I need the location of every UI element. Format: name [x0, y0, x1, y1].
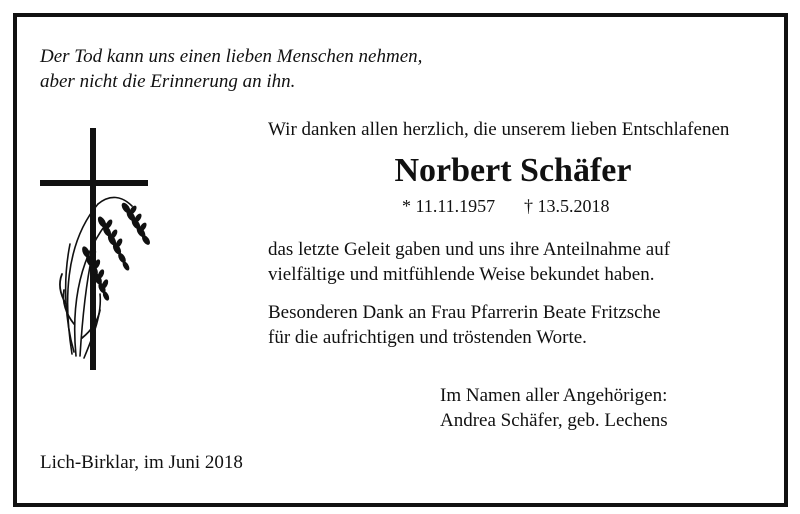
paragraph-1-line-2: vielfältige und mitfühlende Weise bekundet haben.: [268, 264, 655, 285]
paragraph-2-line-2: für die aufrichtigen und tröstenden Worte.: [268, 327, 587, 348]
paragraph-1-line-1: das letzte Geleit gaben und uns ihre Anteilnahme auf: [268, 239, 671, 260]
cross-with-wheat-icon: [36, 124, 156, 374]
motto-line-1: Der Tod kann uns einen lieben Menschen nehmen,: [40, 46, 423, 67]
thanks-intro: Wir danken allen herzlich, die unserem lieben Entschlafenen: [268, 119, 730, 140]
thanks-paragraph-1: [268, 237, 670, 287]
motto-quote: [40, 44, 422, 94]
motto-line-2: aber nicht die Erinnerung an ihn.: [40, 71, 296, 92]
signature-block: [440, 383, 668, 433]
death-date: † 13.5.2018: [524, 196, 610, 216]
deceased-name: Norbert Schäfer: [394, 152, 632, 189]
paragraph-2-line-1: Besonderen Dank an Frau Pfarrerin Beate Fritzsche: [268, 302, 661, 323]
signature-line-2: Andrea Schäfer, geb. Lechens: [440, 410, 668, 431]
birth-date: * 11.11.1957: [402, 196, 496, 216]
place-and-date: Lich-Birklar, im Juni 2018: [40, 452, 243, 473]
thanks-paragraph-2: [268, 300, 661, 350]
signature-line-1: Im Namen aller Angehörigen:: [440, 385, 668, 406]
